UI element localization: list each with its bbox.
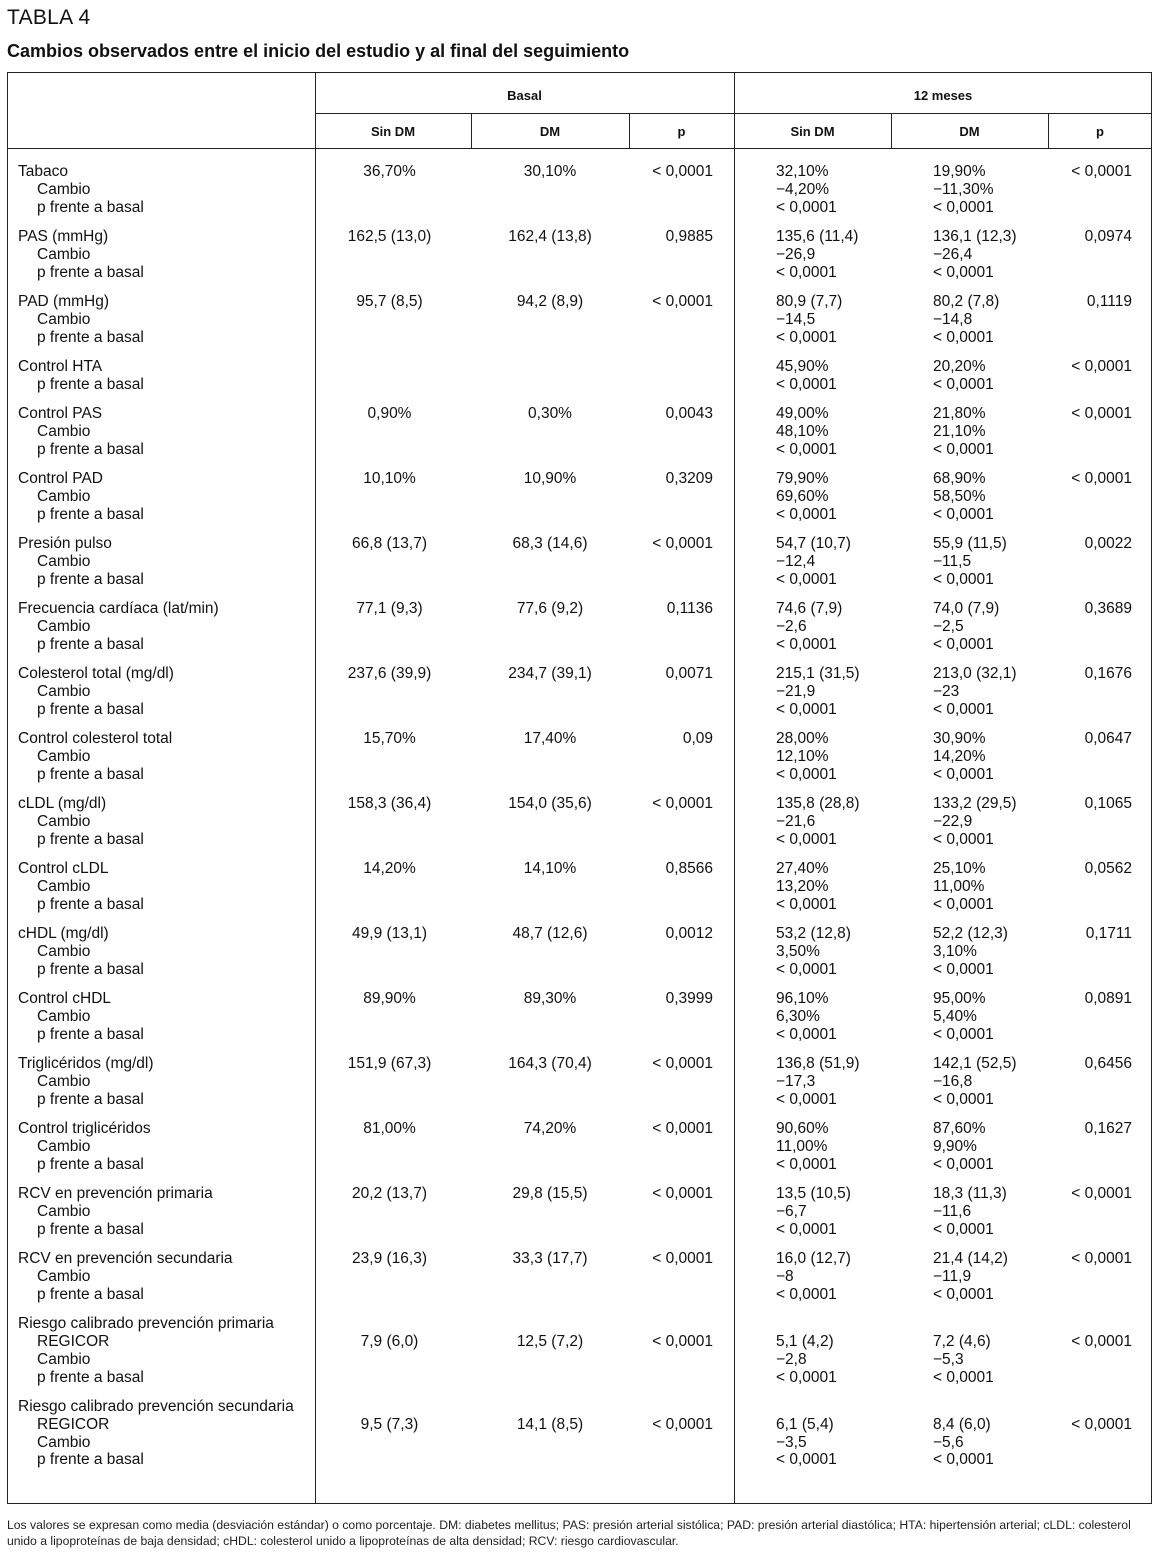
cell-basal-sindm: 151,9 (67,3) [347, 1055, 432, 1073]
row-label-block [18, 228, 144, 281]
cell-12m-sindm: 79,90% [776, 470, 829, 488]
row-sublabel: Cambio [37, 812, 91, 830]
row-label: Presión pulso [18, 535, 112, 553]
cell-basal-dm: 17,40% [523, 730, 577, 748]
row-sublabel: Cambio [37, 422, 91, 440]
cell-12m-sindm: < 0,0001 [776, 635, 837, 653]
cell-12m-sindm: 32,10% [776, 163, 829, 180]
cell-12m-dm: < 0,0001 [933, 328, 994, 346]
cell-12m-sindm: < 0,0001 [776, 960, 837, 978]
cell-12m-sindm: < 0,0001 [776, 263, 837, 281]
cell-12m-dm: 5,40% [933, 1008, 977, 1025]
cell-basal-sindm: 9,5 (7,3) [360, 1415, 419, 1433]
cell-12m-p: < 0,0001 [1071, 405, 1132, 423]
cell-12m-dm: 55,9 (11,5) [933, 535, 1007, 553]
cell-basal-p: 0,09 [682, 730, 713, 748]
row-label-block [18, 665, 174, 718]
cell-12m-dm: 9,90% [933, 1138, 977, 1155]
cell-12m-dm: < 0,0001 [933, 895, 994, 913]
cell-basal-sindm: 162,5 (13,0) [347, 228, 432, 245]
row-label-block [18, 1120, 151, 1173]
row-sublabel: Cambio [37, 747, 91, 765]
cell-basal-sindm: 95,7 (8,5) [356, 293, 423, 310]
row-sublabel: Cambio [37, 180, 91, 198]
cell-12m-p: < 0,0001 [1071, 1250, 1132, 1268]
cell-12m-sindm: 6,1 (5,4) [776, 1415, 834, 1433]
column-header-12m-dm: DM [959, 124, 980, 139]
row-label-block [18, 795, 144, 848]
cell-12m-dm: −26,4 [933, 245, 973, 263]
cell-12m-p: < 0,0001 [1071, 470, 1132, 488]
cell-12m-p: 0,1627 [1084, 1120, 1132, 1138]
cell-12m-p: 0,3689 [1084, 600, 1132, 618]
row-sublabel: p frente a basal [37, 635, 144, 653]
row-sublabel: Cambio [37, 310, 91, 328]
cell-12m-p: 0,1065 [1084, 795, 1132, 813]
row-sublabel: REGICOR [37, 1332, 110, 1350]
row-sublabel: Cambio [37, 1072, 91, 1090]
cell-12m-dm: < 0,0001 [933, 263, 994, 281]
cell-12m-p: < 0,0001 [1071, 1185, 1132, 1203]
cell-12m-sindm: < 0,0001 [776, 1155, 837, 1173]
cell-12m-p: 0,0974 [1084, 228, 1132, 245]
row-sublabel: p frente a basal [37, 263, 144, 281]
cell-12m-sindm: 215,1 (31,5) [776, 665, 860, 683]
header-divider-bottom [7, 148, 1152, 149]
cell-12m-dm: < 0,0001 [933, 1220, 994, 1238]
cell-12m-dm: 136,1 (12,3) [933, 228, 1017, 245]
row-label-block [18, 535, 144, 588]
cell-basal-p: 0,0012 [665, 925, 713, 943]
cell-12m-sindm: −12,4 [776, 553, 816, 570]
cell-12m-sindm: < 0,0001 [776, 570, 837, 588]
row-label-block [18, 1055, 154, 1108]
cell-basal-dm: 30,10% [523, 163, 577, 180]
cell-12m-dm: 95,00% [933, 990, 986, 1008]
cell-12m-sindm: 80,9 (7,7) [776, 293, 843, 310]
cell-12m-sindm: 96,10% [776, 990, 829, 1008]
cell-basal-p: < 0,0001 [652, 1333, 713, 1350]
row-sublabel: p frente a basal [37, 1220, 144, 1238]
cell-12m-dm: < 0,0001 [933, 1155, 994, 1173]
cell-12m-dm: 25,10% [933, 860, 986, 878]
cell-12m-dm: < 0,0001 [933, 1025, 994, 1043]
cell-12m-sindm: < 0,0001 [776, 765, 837, 783]
cell-12m-sindm: 135,8 (28,8) [776, 795, 860, 813]
cell-basal-p: < 0,0001 [652, 1250, 713, 1268]
cell-12m-dm: 20,20% [933, 358, 986, 375]
cell-12m-p: < 0,0001 [1071, 163, 1132, 180]
cell-12m-p: 0,1676 [1084, 665, 1132, 683]
cell-12m-sindm: 16,0 (12,7) [776, 1250, 851, 1268]
cell-12m-sindm: 28,00% [776, 730, 829, 748]
cell-12m-dm: −11,30% [933, 180, 994, 198]
cell-12m-dm: 21,10% [933, 423, 986, 440]
row-sublabel: p frente a basal [37, 440, 144, 458]
row-label-block [18, 925, 144, 978]
cell-basal-dm: 10,90% [523, 470, 577, 488]
cell-12m-sindm: 69,60% [776, 488, 829, 505]
cell-basal-p: < 0,0001 [652, 795, 713, 813]
cell-basal-p: 0,0043 [665, 405, 713, 423]
cell-12m-dm: −11,9 [933, 1268, 972, 1285]
cell-basal-dm: 14,1 (8,5) [516, 1415, 584, 1433]
cell-12m-sindm: < 0,0001 [776, 895, 837, 913]
cell-basal-p: 0,3999 [665, 990, 713, 1008]
cell-12m-sindm: < 0,0001 [776, 1220, 837, 1238]
row-label-block [18, 163, 144, 216]
cell-12m-sindm: −3,5 [776, 1433, 807, 1451]
cell-12m-dm: −11,5 [933, 553, 972, 570]
cell-12m-dm: −22,9 [933, 813, 973, 830]
row-sublabel: p frente a basal [37, 570, 144, 588]
cell-12m-sindm: 6,30% [776, 1008, 820, 1025]
row-label: Riesgo calibrado prevención secundaria [18, 1398, 294, 1415]
cell-basal-dm: 48,7 (12,6) [512, 925, 588, 943]
cell-12m-dm: −2,5 [933, 618, 964, 635]
cell-12m-dm: < 0,0001 [933, 505, 994, 523]
row-sublabel: p frente a basal [37, 505, 144, 523]
cell-basal-p: 0,1136 [666, 600, 713, 618]
cell-basal-dm: 77,6 (9,2) [516, 600, 584, 618]
cell-12m-dm: −14,8 [933, 310, 973, 328]
row-label: PAD (mmHg) [18, 293, 109, 310]
cell-12m-sindm: < 0,0001 [776, 198, 837, 216]
cell-12m-dm: 213,0 (32,1) [933, 665, 1017, 683]
cell-basal-sindm: 14,20% [363, 860, 416, 878]
cell-basal-p: < 0,0001 [652, 1120, 713, 1138]
cell-12m-sindm: < 0,0001 [776, 1025, 837, 1043]
cell-12m-sindm: 5,1 (4,2) [776, 1333, 834, 1350]
cell-12m-p: < 0,0001 [1071, 358, 1132, 375]
row-label: Control cHDL [18, 990, 112, 1008]
row-label: Control cLDL [18, 860, 109, 878]
row-sublabel: Cambio [37, 1007, 91, 1025]
cell-12m-dm: −5,3 [933, 1350, 964, 1368]
column-header-basal-dm: DM [539, 124, 561, 139]
row-sublabel: Cambio [37, 1433, 91, 1451]
cell-basal-dm: 164,3 (70,4) [508, 1055, 592, 1073]
row-sublabel: p frente a basal [37, 700, 144, 718]
group-header-12-meses: 12 meses [913, 88, 973, 103]
row-label: cLDL (mg/dl) [18, 795, 107, 813]
cell-12m-dm: 52,2 (12,3) [933, 925, 1008, 943]
cell-12m-dm: 87,60% [933, 1120, 986, 1138]
cell-12m-dm: < 0,0001 [933, 765, 994, 783]
cell-12m-sindm: 90,60% [776, 1120, 829, 1138]
row-label: RCV en prevención primaria [18, 1185, 213, 1203]
cell-basal-sindm: 81,00% [363, 1120, 416, 1138]
cell-12m-sindm: < 0,0001 [776, 1368, 837, 1386]
row-label: RCV en prevención secundaria [18, 1250, 233, 1268]
row-label: Riesgo calibrado prevención primaria [18, 1315, 274, 1333]
cell-12m-dm: 3,10% [933, 943, 977, 960]
cell-12m-dm: < 0,0001 [933, 635, 994, 653]
cell-basal-dm: 33,3 (17,7) [512, 1250, 588, 1268]
cell-12m-dm: < 0,0001 [933, 960, 994, 978]
cell-12m-dm: < 0,0001 [933, 1090, 994, 1108]
cell-basal-p: 0,0071 [665, 665, 713, 683]
cell-12m-p: 0,0562 [1084, 860, 1132, 878]
cell-12m-dm: 30,90% [933, 730, 986, 748]
cell-12m-sindm: < 0,0001 [776, 1451, 837, 1469]
cell-12m-dm: 133,2 (29,5) [933, 795, 1017, 813]
column-header-12m-sindm: Sin DM [790, 124, 835, 139]
cell-basal-sindm: 36,70% [363, 163, 416, 180]
row-sublabel: p frente a basal [37, 1285, 144, 1303]
cell-12m-sindm: 48,10% [776, 423, 829, 440]
row-label: Tabaco [18, 163, 68, 180]
cell-basal-p: 0,9885 [665, 228, 713, 245]
cell-12m-sindm: 11,00% [776, 1138, 828, 1155]
cell-basal-sindm: 10,10% [363, 470, 416, 488]
row-label: Frecuencia cardíaca (lat/min) [18, 600, 219, 618]
cell-12m-dm: 74,0 (7,9) [933, 600, 1000, 618]
row-label: Control colesterol total [18, 730, 173, 748]
cell-12m-dm: 19,90% [933, 163, 986, 180]
cell-12m-p: 0,0022 [1084, 535, 1132, 553]
row-label: Triglicéridos (mg/dl) [18, 1055, 154, 1073]
row-label: cHDL (mg/dl) [18, 925, 109, 943]
cell-12m-sindm: −26,9 [776, 245, 816, 263]
cell-basal-dm: 154,0 (35,6) [508, 795, 592, 813]
cell-12m-dm: −11,6 [933, 1203, 972, 1220]
cell-12m-sindm: < 0,0001 [776, 440, 837, 458]
row-sublabel: p frente a basal [37, 1368, 144, 1386]
cell-12m-sindm: 53,2 (12,8) [776, 925, 851, 943]
row-sublabel: Cambio [37, 552, 91, 570]
row-sublabel: p frente a basal [37, 375, 144, 393]
cell-12m-sindm: 135,6 (11,4) [776, 228, 859, 245]
cell-basal-sindm: 158,3 (36,4) [347, 795, 432, 813]
cell-12m-dm: < 0,0001 [933, 440, 994, 458]
row-label-block [18, 405, 144, 458]
cell-basal-sindm: 0,90% [367, 405, 412, 423]
cell-12m-dm: < 0,0001 [933, 700, 994, 718]
cell-12m-sindm: 13,5 (10,5) [776, 1185, 851, 1203]
cell-basal-dm: 68,3 (14,6) [512, 535, 588, 553]
row-sublabel: Cambio [37, 942, 91, 960]
cell-12m-sindm: −2,8 [776, 1350, 807, 1368]
row-label-block [18, 470, 144, 523]
cell-basal-sindm: 23,9 (16,3) [352, 1250, 427, 1268]
cell-12m-sindm: < 0,0001 [776, 375, 837, 393]
cell-basal-p: < 0,0001 [652, 163, 713, 180]
cell-12m-dm: 80,2 (7,8) [933, 293, 1000, 310]
cell-basal-dm: 94,2 (8,9) [516, 293, 584, 310]
cell-12m-dm: < 0,0001 [933, 375, 994, 393]
cell-12m-sindm: −17,3 [776, 1073, 816, 1090]
row-sublabel: p frente a basal [37, 328, 144, 346]
row-sublabel: Cambio [37, 245, 91, 263]
cell-12m-dm: 21,4 (14,2) [933, 1250, 1008, 1268]
cell-12m-dm: < 0,0001 [933, 1451, 994, 1469]
col-divider-basal-12m [734, 72, 735, 1504]
cell-basal-dm: 29,8 (15,5) [512, 1185, 588, 1203]
row-sublabel: p frente a basal [37, 895, 144, 913]
cell-12m-dm: −16,8 [933, 1073, 973, 1090]
cell-12m-sindm: −8 [776, 1268, 794, 1285]
cell-basal-p: < 0,0001 [652, 293, 713, 310]
row-sublabel: Cambio [37, 877, 91, 895]
row-sublabel: p frente a basal [37, 765, 144, 783]
row-sublabel: REGICOR [37, 1415, 110, 1433]
cell-basal-dm: 74,20% [523, 1120, 577, 1138]
cell-12m-dm: < 0,0001 [933, 1368, 994, 1386]
cell-12m-sindm: < 0,0001 [776, 1090, 837, 1108]
cell-12m-sindm: −2,6 [776, 618, 807, 635]
cell-12m-sindm: −14,5 [776, 310, 816, 328]
cell-12m-dm: < 0,0001 [933, 198, 994, 216]
cell-12m-dm: 8,4 (6,0) [933, 1415, 991, 1433]
cell-12m-p: < 0,0001 [1071, 1415, 1132, 1433]
row-label-block [18, 1185, 213, 1238]
cell-basal-dm: 162,4 (13,8) [508, 228, 592, 245]
cell-basal-sindm: 237,6 (39,9) [347, 665, 432, 683]
row-sublabel: p frente a basal [37, 1451, 144, 1469]
row-sublabel: p frente a basal [37, 198, 144, 216]
group-header-basal: Basal [507, 88, 542, 103]
cell-12m-sindm: 54,7 (10,7) [776, 535, 851, 553]
row-label: Control HTA [18, 358, 103, 375]
cell-12m-dm: −23 [933, 683, 960, 700]
row-label-block [18, 860, 144, 913]
row-sublabel: Cambio [37, 1202, 91, 1220]
table-footnote: Los valores se expresan como media (desviación estándar) o como porcentaje. DM: diabetes mellitus; PAS: presión arterial sistólica; PAD: presión arterial diastólica; HTA: hipertensión arterial; cLDL: colesterol unido a lipoproteínas de baja densidad; cHDL: colesterol unido a lipoproteínas de alta densidad; RCV: riesgo cardiovascular. [7, 1518, 1131, 1548]
row-sublabel: p frente a basal [37, 1090, 144, 1108]
table-label: TABLA 4 [7, 6, 91, 29]
column-header-12m-p: p [1096, 124, 1104, 139]
cell-12m-p: 0,1711 [1085, 925, 1132, 943]
row-sublabel: p frente a basal [37, 960, 144, 978]
column-header-basal-sindm: Sin DM [370, 124, 416, 139]
cell-basal-p: 0,8566 [665, 860, 713, 878]
row-sublabel: p frente a basal [37, 1025, 144, 1043]
cell-basal-p: < 0,0001 [652, 1055, 713, 1073]
row-sublabel: Cambio [37, 1267, 91, 1285]
cell-12m-p: 0,1119 [1086, 293, 1132, 310]
cell-12m-sindm: −21,9 [776, 683, 816, 700]
row-sublabel: Cambio [37, 617, 91, 635]
row-label-block [18, 990, 144, 1043]
cell-basal-sindm: 77,1 (9,3) [356, 600, 423, 618]
row-label-block [18, 1398, 294, 1469]
cell-12m-dm: < 0,0001 [933, 570, 994, 588]
cell-12m-sindm: < 0,0001 [776, 700, 837, 718]
cell-basal-sindm: 15,70% [363, 730, 416, 748]
cell-12m-p: 0,0647 [1084, 730, 1132, 748]
cell-12m-sindm: 3,50% [776, 943, 820, 960]
row-label-block [18, 600, 219, 653]
cell-12m-dm: 11,00% [933, 878, 985, 895]
cell-12m-sindm: < 0,0001 [776, 505, 837, 523]
cell-12m-sindm: −21,6 [776, 813, 816, 830]
row-label-block [18, 358, 144, 394]
cell-12m-sindm: < 0,0001 [776, 328, 837, 346]
cell-basal-sindm: 89,90% [363, 990, 416, 1008]
cell-basal-sindm: 66,8 (13,7) [352, 535, 427, 553]
cell-basal-dm: 14,10% [523, 860, 577, 878]
row-label: Control triglicéridos [18, 1120, 151, 1138]
row-sublabel: Cambio [37, 682, 91, 700]
cell-12m-sindm: 12,10% [776, 748, 829, 765]
row-label: Control PAS [18, 405, 103, 423]
row-label: Control PAD [18, 470, 103, 488]
cell-12m-dm: −5,6 [933, 1433, 964, 1451]
cell-12m-sindm: 136,8 (51,9) [776, 1055, 860, 1073]
cell-12m-p: 0,6456 [1084, 1055, 1132, 1073]
row-sublabel: Cambio [37, 1137, 91, 1155]
col-divider-label [315, 72, 316, 1504]
row-label-block [18, 730, 172, 783]
row-sublabel: p frente a basal [37, 830, 144, 848]
cell-basal-p: < 0,0001 [652, 1415, 713, 1433]
cell-basal-p: < 0,0001 [652, 1185, 713, 1203]
cell-12m-sindm: 13,20% [776, 878, 829, 895]
row-sublabel: p frente a basal [37, 1155, 144, 1173]
cell-12m-dm: 7,2 (4,6) [933, 1333, 991, 1350]
cell-basal-p: 0,3209 [665, 470, 713, 488]
cell-basal-dm: 12,5 (7,2) [516, 1333, 584, 1350]
cell-12m-dm: 142,1 (52,5) [933, 1055, 1017, 1073]
table-title: Cambios observados entre el inicio del estudio y al final del seguimiento [7, 41, 630, 61]
cell-12m-dm: 18,3 (11,3) [933, 1185, 1007, 1203]
row-label: Colesterol total (mg/dl) [18, 665, 174, 683]
cell-12m-dm: 14,20% [933, 748, 986, 765]
cell-basal-sindm: 20,2 (13,7) [352, 1185, 427, 1203]
cell-12m-dm: 58,50% [933, 488, 986, 505]
cell-12m-dm: 21,80% [933, 405, 986, 423]
cell-basal-dm: 234,7 (39,1) [508, 665, 592, 683]
cell-basal-p: < 0,0001 [652, 535, 713, 553]
cell-12m-dm: < 0,0001 [933, 830, 994, 848]
cell-12m-dm: < 0,0001 [933, 1285, 994, 1303]
row-label-block [18, 293, 144, 346]
cell-12m-sindm: −4,20% [776, 180, 830, 198]
cell-12m-sindm: 49,00% [776, 405, 829, 423]
cell-basal-sindm: 49,9 (13,1) [352, 925, 427, 943]
cell-12m-sindm: 74,6 (7,9) [776, 600, 843, 618]
cell-12m-sindm: < 0,0001 [776, 1285, 837, 1303]
row-label-block [18, 1250, 233, 1303]
row-label: PAS (mmHg) [18, 228, 109, 245]
row-label-block [18, 1315, 274, 1386]
cell-12m-sindm: −6,7 [776, 1203, 807, 1220]
cell-basal-dm: 89,30% [523, 990, 577, 1008]
cell-12m-sindm: 27,40% [776, 860, 829, 878]
cell-12m-p: 0,0891 [1084, 990, 1132, 1008]
cell-12m-dm: 68,90% [933, 470, 986, 488]
cell-basal-dm: 0,30% [528, 405, 572, 423]
cell-12m-sindm: < 0,0001 [776, 830, 837, 848]
cell-basal-sindm: 7,9 (6,0) [360, 1333, 419, 1350]
column-header-basal-p: p [677, 124, 686, 139]
cell-12m-p: < 0,0001 [1071, 1333, 1132, 1350]
cell-12m-sindm: 45,90% [776, 358, 829, 375]
row-sublabel: Cambio [37, 1350, 91, 1368]
row-sublabel: Cambio [37, 487, 91, 505]
